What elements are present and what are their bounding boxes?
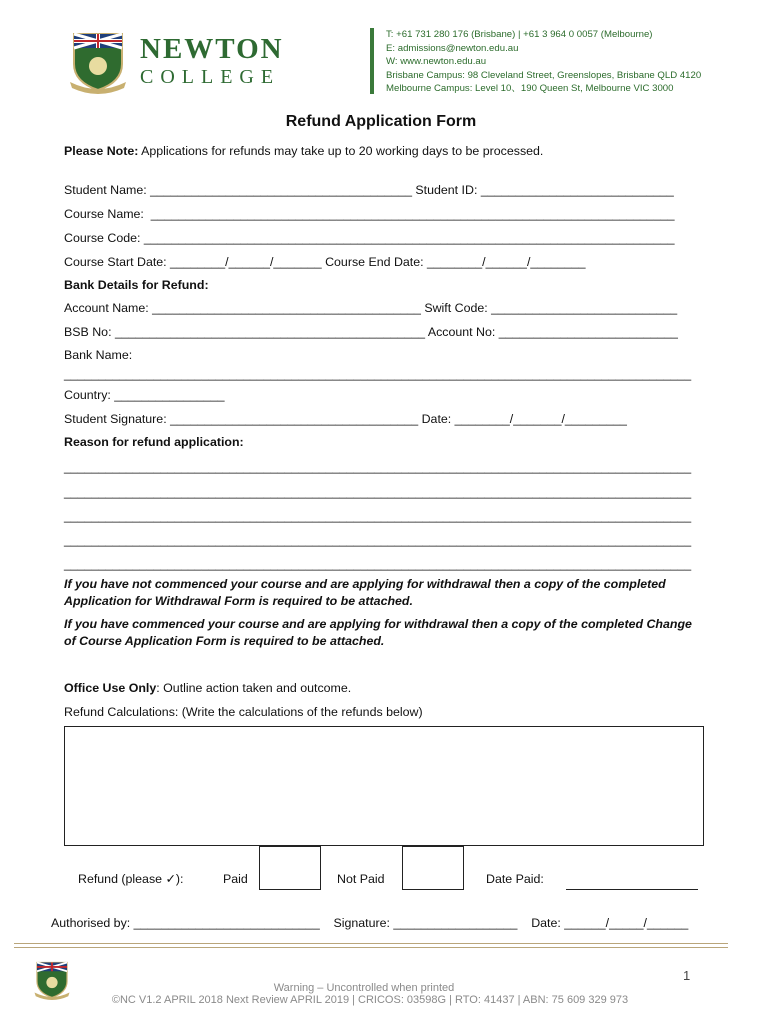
page-number: 1 bbox=[683, 968, 691, 983]
contact-melbourne: Melbourne Campus: Level 10、190 Queen St, Melbourne VIC 3000 bbox=[386, 83, 674, 95]
office-use-text: : Outline action taken and outcome. bbox=[156, 681, 352, 695]
contact-block bbox=[386, 28, 701, 96]
contact-email: E: admissions@newton.edu.au bbox=[386, 42, 519, 54]
brand-name: NEWTON bbox=[140, 33, 284, 65]
reason-line[interactable]: ___________________________________________________________________________________________ bbox=[64, 485, 692, 499]
withdrawal-note-line1: If you have not commenced your course and are applying for withdrawal then a copy of the completed bbox=[64, 577, 666, 591]
form-title: Refund Application Form bbox=[285, 113, 477, 130]
contact-divider bbox=[370, 28, 374, 94]
refund-calc-label: Refund Calculations: (Write the calculations of the refunds below) bbox=[64, 705, 423, 719]
change-note-line1: If you have commenced your course and are applying for withdrawal then a copy of the completed Change bbox=[64, 617, 692, 631]
change-note-line2: of Course Application Form is required to be attached. bbox=[64, 634, 385, 648]
bsb-field[interactable]: BSB No: _____________________________________________ Account No: __________________________ bbox=[64, 325, 678, 339]
bank-name-field[interactable]: ___________________________________________________________________________________________ bbox=[64, 367, 692, 381]
withdrawal-note-line2: Application for Withdrawal Form is required to be attached. bbox=[64, 594, 413, 608]
paid-label: Paid bbox=[223, 872, 248, 886]
student-name-field[interactable]: Student Name: ______________________________________ Student ID: ____________________________ bbox=[64, 183, 674, 197]
course-name-field[interactable]: Course Name: ____________________________________________________________________________ bbox=[64, 207, 675, 221]
please-note bbox=[64, 143, 543, 159]
office-use-label: Office Use Only bbox=[64, 681, 157, 695]
date-paid-label: Date Paid: bbox=[486, 872, 544, 886]
reason-heading: Reason for refund application: bbox=[64, 435, 244, 449]
brand-wordmark bbox=[140, 34, 284, 88]
country-field[interactable]: Country: ________________ bbox=[64, 388, 225, 402]
account-name-field[interactable]: Account Name: _______________________________________ Swift Code: ___________________________ bbox=[64, 301, 678, 315]
contact-phone: T: +61 731 280 176 (Brisbane) | +61 3 964 0 0057 (Melbourne) bbox=[386, 29, 653, 40]
course-code-field[interactable]: Course Code: _____________________________________________________________________________ bbox=[64, 231, 675, 245]
date-paid-field[interactable] bbox=[566, 889, 698, 890]
contact-brisbane: Brisbane Campus: 98 Cleveland Street, Greenslopes, Brisbane QLD 4120 bbox=[386, 69, 702, 81]
reason-line[interactable]: ___________________________________________________________________________________________ bbox=[64, 509, 692, 523]
contact-web: W: www.newton.edu.au bbox=[386, 56, 487, 68]
student-signature-field[interactable]: Student Signature: ____________________________________ Date: ________/_______/_________ bbox=[64, 412, 627, 426]
reason-line[interactable]: ___________________________________________________________________________________________ bbox=[64, 533, 692, 547]
brand-subname: COLLEGE bbox=[140, 66, 281, 88]
footer-rule bbox=[14, 943, 728, 944]
refund-tick-label: Refund (please ✓): bbox=[78, 872, 184, 886]
office-use-line bbox=[64, 680, 351, 696]
paid-checkbox[interactable] bbox=[259, 846, 321, 890]
please-note-label: Please Note: bbox=[64, 144, 139, 158]
course-dates-field[interactable]: Course Start Date: ________/______/_______ Course End Date: ________/______/________ bbox=[64, 255, 586, 269]
authorised-line[interactable]: Authorised by: ___________________________ Signature: __________________ Date: ______/_____/______ bbox=[51, 916, 689, 930]
uncontrolled-warning: Warning – Uncontrolled when printed bbox=[273, 982, 455, 994]
bank-details-heading: Bank Details for Refund: bbox=[64, 278, 209, 292]
version-footer: ©NC V1.2 APRIL 2018 Next Review APRIL 2019 | CRICOS: 03598G | RTO: 41437 | ABN: 75 609 329 973 bbox=[111, 994, 629, 1006]
bank-name-label: Bank Name: bbox=[64, 348, 133, 362]
refund-calculations-box[interactable] bbox=[64, 726, 704, 846]
reason-line[interactable]: ___________________________________________________________________________________________ bbox=[64, 557, 692, 571]
reason-line[interactable]: ___________________________________________________________________________________________ bbox=[64, 460, 692, 474]
please-note-text: Applications for refunds may take up to 20 working days to be processed. bbox=[138, 144, 544, 158]
footer-rule bbox=[14, 947, 728, 948]
not-paid-label: Not Paid bbox=[337, 872, 385, 886]
college-crest-logo bbox=[66, 30, 130, 94]
not-paid-checkbox[interactable] bbox=[402, 846, 464, 890]
